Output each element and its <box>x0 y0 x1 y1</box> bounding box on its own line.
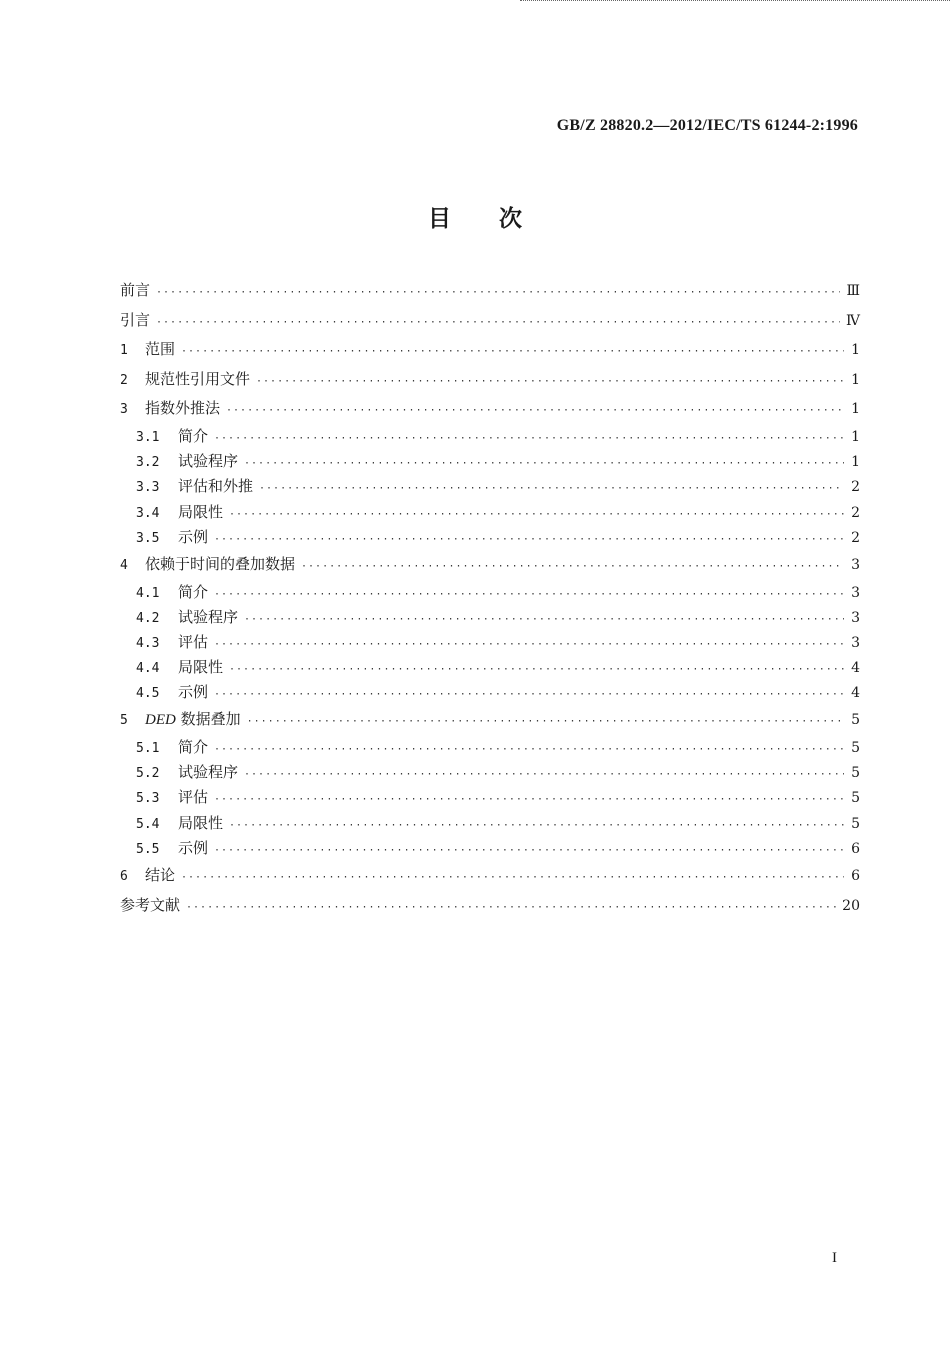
toc-entry-5-1[interactable] <box>120 735 860 760</box>
toc-entry-page: 1 <box>851 454 860 471</box>
toc-entry-page: 20 <box>842 897 860 914</box>
toc-entry-number: 3.1 <box>136 429 160 445</box>
toc-entry-number: 5.3 <box>136 791 160 807</box>
toc-entry-number: 5.1 <box>136 741 160 757</box>
toc-entry-number: 3.2 <box>136 455 160 471</box>
toc-entry-label: 评估 <box>178 632 209 651</box>
toc-entry-page: 2 <box>851 504 860 521</box>
toc-entry-3-3[interactable] <box>120 474 860 499</box>
dot-leader <box>259 476 844 501</box>
toc-entry-page: 2 <box>851 479 860 496</box>
dot-leader <box>214 838 844 863</box>
toc-entry-label: 局限性 <box>178 813 224 832</box>
toc-entry-4-2[interactable] <box>120 605 860 630</box>
toc-entry-page: 6 <box>851 867 860 884</box>
toc-entry-label: 引言 <box>120 310 151 329</box>
toc-entry-label: 结论 <box>145 865 176 884</box>
toc-entry-page: 3 <box>851 609 860 626</box>
dot-leader <box>214 632 844 657</box>
toc-entry-5-5[interactable] <box>120 836 860 861</box>
dot-leader <box>181 863 844 893</box>
dot-leader <box>244 762 844 787</box>
toc-entry-5-4[interactable] <box>120 811 860 836</box>
toc-entry-label: 试验程序 <box>178 452 239 471</box>
toc-entry-page: 5 <box>851 815 860 832</box>
toc-entry-number: 3.5 <box>136 530 160 546</box>
toc-entry-page: 1 <box>851 428 860 445</box>
toc-entry-page: 1 <box>851 401 860 418</box>
toc-entry-4-5[interactable] <box>120 680 860 705</box>
toc-entry-1[interactable] <box>120 335 860 365</box>
toc-entry-4-4[interactable] <box>120 655 860 680</box>
dot-leader <box>256 367 844 397</box>
toc-entry-label: 示例 <box>178 683 209 702</box>
toc-entry-number: 4.5 <box>136 686 160 702</box>
toc-entry-bibliography[interactable] <box>120 891 860 921</box>
toc-entry-page: 4 <box>851 660 860 677</box>
toc-entry-label: 规范性引用文件 <box>145 369 251 388</box>
toc-entry-page: 5 <box>851 740 860 757</box>
toc-entry-number: 2 <box>120 372 128 388</box>
toc-entry-number: 3 <box>120 402 128 418</box>
toc-entry-3-2[interactable] <box>120 449 860 474</box>
toc-entry-label: 简介 <box>178 738 209 757</box>
toc-entry-number: 1 <box>120 343 128 359</box>
toc-entry-4-1[interactable] <box>120 580 860 605</box>
toc-entry-4[interactable] <box>120 550 860 580</box>
toc-entry-label: 简介 <box>178 426 209 445</box>
toc-entry-number: 3.4 <box>136 505 160 521</box>
toc-entry-label: 示例 <box>178 838 209 857</box>
toc-entry-label: 评估 <box>178 788 209 807</box>
toc-entry-label: 试验程序 <box>178 607 239 626</box>
table-of-contents <box>120 276 860 920</box>
toc-entry-number: 5.2 <box>136 766 160 782</box>
dot-leader <box>244 607 844 632</box>
toc-entry-3[interactable] <box>120 394 860 424</box>
toc-entry-page: 5 <box>851 712 860 729</box>
toc-entry-page: 3 <box>851 584 860 601</box>
toc-entry-page: 3 <box>851 634 860 651</box>
toc-entry-3-4[interactable] <box>120 500 860 525</box>
toc-entry-page: 5 <box>851 790 860 807</box>
toc-entry-number: 4.4 <box>136 661 160 677</box>
dot-leader <box>244 451 844 476</box>
page-title: 目次 <box>428 206 570 232</box>
toc-entry-label: 依赖于时间的叠加数据 <box>145 554 296 573</box>
toc-entry-foreword[interactable] <box>120 276 860 306</box>
toc-entry-label: 评估和外推 <box>178 477 254 496</box>
dot-leader <box>214 682 844 707</box>
dot-leader <box>226 396 844 426</box>
toc-entry-5-3[interactable] <box>120 785 860 810</box>
toc-entry-3-5[interactable] <box>120 525 860 550</box>
dot-leader <box>229 813 844 838</box>
document-identifier: GB/Z 28820.2—2012/IEC/TS 61244-2:1996 <box>556 117 858 134</box>
toc-entry-number: 4 <box>120 557 128 573</box>
toc-entry-6[interactable] <box>120 861 860 891</box>
toc-entry-page: 2 <box>851 529 860 546</box>
dot-leader <box>229 657 844 682</box>
toc-entry-page: 1 <box>851 342 860 359</box>
dot-leader <box>156 308 840 338</box>
toc-entry-5-2[interactable] <box>120 760 860 785</box>
dot-leader <box>181 337 844 367</box>
toc-entry-page: 3 <box>851 556 860 573</box>
toc-entry-number: 6 <box>120 868 128 884</box>
toc-entry-number: 4.1 <box>136 585 160 601</box>
dot-leader <box>156 278 840 308</box>
toc-entry-label: 局限性 <box>178 502 224 521</box>
toc-entry-page: 6 <box>851 840 860 857</box>
toc-entry-page: Ⅲ <box>846 283 860 299</box>
toc-entry-label: 局限性 <box>178 658 224 677</box>
toc-entry-number: 4.3 <box>136 635 160 651</box>
dot-leader <box>247 707 844 737</box>
toc-entry-number: 5.4 <box>136 816 160 832</box>
toc-entry-number: 4.2 <box>136 610 160 626</box>
dot-leader <box>214 787 844 812</box>
toc-entry-label: 范围 <box>145 340 176 359</box>
toc-entry-label: DED 数据叠加 <box>145 710 241 729</box>
dot-leader <box>186 893 836 923</box>
toc-entry-2[interactable] <box>120 365 860 395</box>
toc-entry-page: 5 <box>851 765 860 782</box>
toc-entry-5[interactable] <box>120 705 860 735</box>
toc-entry-label: 试验程序 <box>178 763 239 782</box>
toc-entry-number: 5.5 <box>136 841 160 857</box>
page-number: I <box>832 1250 837 1266</box>
dot-leader <box>229 502 844 527</box>
toc-entry-label: 简介 <box>178 582 209 601</box>
toc-entry-number: 3.3 <box>136 480 160 496</box>
toc-entry-label: 前言 <box>120 281 151 299</box>
toc-entry-number: 5 <box>120 713 128 729</box>
italic-abbreviation: DED <box>145 712 176 729</box>
toc-entry-page: 4 <box>851 685 860 702</box>
toc-entry-3-1[interactable] <box>120 424 860 449</box>
dot-leader <box>301 552 844 582</box>
dot-leader <box>214 737 844 762</box>
toc-entry-page: Ⅳ <box>846 312 860 329</box>
toc-entry-label: 参考文献 <box>120 895 181 914</box>
toc-entry-label: 指数外推法 <box>145 399 221 418</box>
toc-entry-label: 示例 <box>178 527 209 546</box>
toc-entry-introduction[interactable] <box>120 306 860 336</box>
top-border-rule <box>520 0 950 3</box>
dot-leader <box>214 426 844 451</box>
toc-entry-4-3[interactable] <box>120 630 860 655</box>
dot-leader <box>214 527 844 552</box>
toc-entry-page: 1 <box>851 371 860 388</box>
dot-leader <box>214 582 844 607</box>
